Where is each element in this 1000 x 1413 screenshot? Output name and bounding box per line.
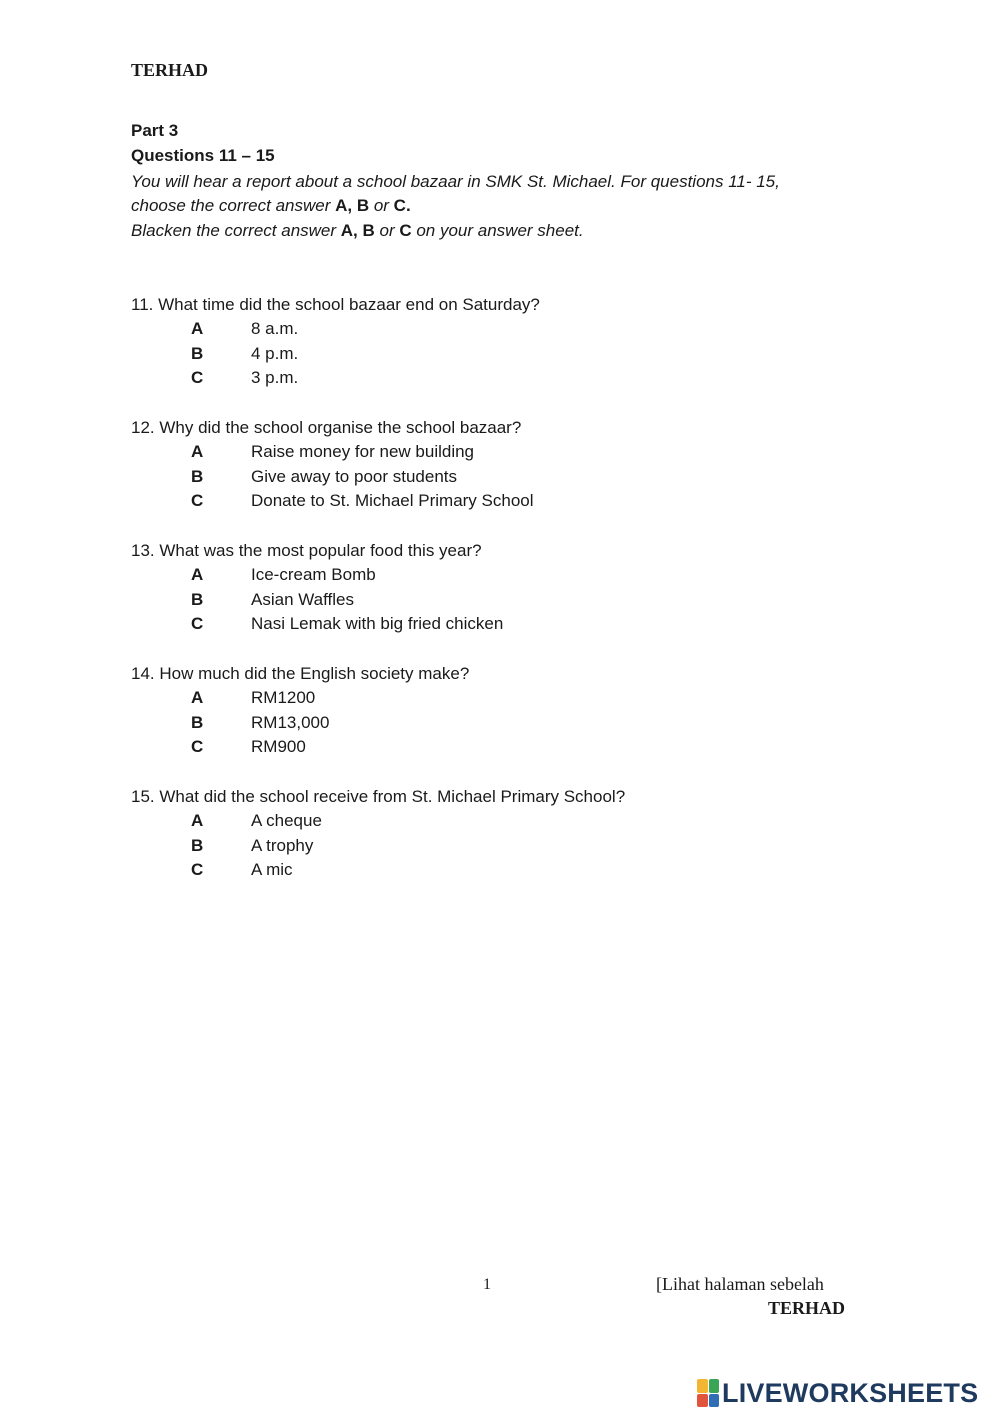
option-c[interactable] (131, 489, 891, 514)
option-letter: C (191, 491, 204, 511)
option-b[interactable] (131, 711, 891, 736)
option-letter: B (191, 466, 204, 486)
option-c[interactable] (131, 612, 891, 637)
option-b[interactable] (131, 588, 891, 613)
option-text: Ice-cream Bomb (251, 565, 376, 584)
option-b[interactable] (131, 465, 891, 490)
option-text: RM13,000 (251, 712, 330, 732)
instruction-line-1: You will hear a report about a school bazaar in SMK St. Michael. For questions 11- 15, (131, 172, 780, 191)
header-classification: TERHAD (131, 60, 209, 80)
option-c[interactable] (131, 858, 891, 883)
option-a[interactable] (131, 317, 891, 342)
question-12 (131, 415, 891, 514)
logo-square-2 (709, 1379, 720, 1393)
option-a[interactable] (131, 563, 891, 588)
instruction-line-2: choose the correct answer A, B or C. (131, 196, 411, 215)
option-c[interactable] (131, 366, 891, 391)
liveworksheets-icon (697, 1379, 719, 1407)
logo-square-3 (697, 1394, 708, 1408)
question-text: 11. What time did the school bazaar end on Saturday? (131, 295, 540, 314)
option-text: 8 a.m. (251, 319, 299, 338)
option-text: RM900 (251, 737, 306, 757)
option-a[interactable] (131, 686, 891, 711)
option-letter: B (191, 835, 204, 855)
option-text: 3 p.m. (251, 368, 299, 388)
option-text: A cheque (251, 811, 322, 830)
option-c[interactable] (131, 735, 891, 760)
option-b[interactable] (131, 342, 891, 367)
option-letter: A (191, 688, 204, 707)
option-letter: A (191, 319, 204, 338)
question-text: 12. Why did the school organise the school bazaar? (131, 418, 522, 437)
option-letter: B (191, 589, 204, 609)
option-letter: C (191, 368, 204, 388)
option-text: Donate to St. Michael Primary School (251, 491, 534, 511)
question-text: 13. What was the most popular food this year? (131, 541, 482, 560)
next-page-note: [Lihat halaman sebelah (656, 1274, 824, 1294)
option-text: 4 p.m. (251, 343, 299, 363)
option-letter: A (191, 442, 204, 461)
question-13 (131, 538, 891, 637)
option-a[interactable] (131, 440, 891, 465)
logo-text: LIVEWORKSHEETS (722, 1377, 979, 1408)
page-number: 1 (483, 1276, 491, 1293)
instruction-line-3: Blacken the correct answer A, B or C on your answer sheet. (131, 221, 584, 240)
option-text: A trophy (251, 835, 314, 855)
question-15 (131, 784, 891, 883)
part-title: Part 3 (131, 121, 179, 140)
logo-square-4 (709, 1394, 720, 1408)
question-text: 14. How much did the English society make? (131, 664, 470, 683)
footer-classification: TERHAD (768, 1298, 846, 1318)
question-text: 15. What did the school receive from St. Michael Primary School? (131, 787, 626, 806)
option-letter: B (191, 343, 204, 363)
question-11 (131, 292, 891, 391)
logo-square-1 (697, 1379, 708, 1393)
option-text: RM1200 (251, 688, 316, 707)
option-text: Asian Waffles (251, 589, 354, 609)
option-letter: A (191, 565, 204, 584)
option-letter: C (191, 860, 204, 880)
option-letter: B (191, 712, 204, 732)
option-text: Nasi Lemak with big fried chicken (251, 614, 504, 634)
question-range: Questions 11 – 15 (131, 146, 275, 165)
option-letter: C (191, 737, 204, 757)
option-b[interactable] (131, 834, 891, 859)
option-letter: C (191, 614, 204, 634)
option-a[interactable] (131, 809, 891, 834)
option-text: Raise money for new building (251, 442, 475, 461)
option-letter: A (191, 811, 204, 830)
question-14 (131, 661, 891, 760)
liveworksheets-logo[interactable] (697, 1377, 978, 1409)
option-text: A mic (251, 860, 293, 880)
option-text: Give away to poor students (251, 466, 458, 486)
